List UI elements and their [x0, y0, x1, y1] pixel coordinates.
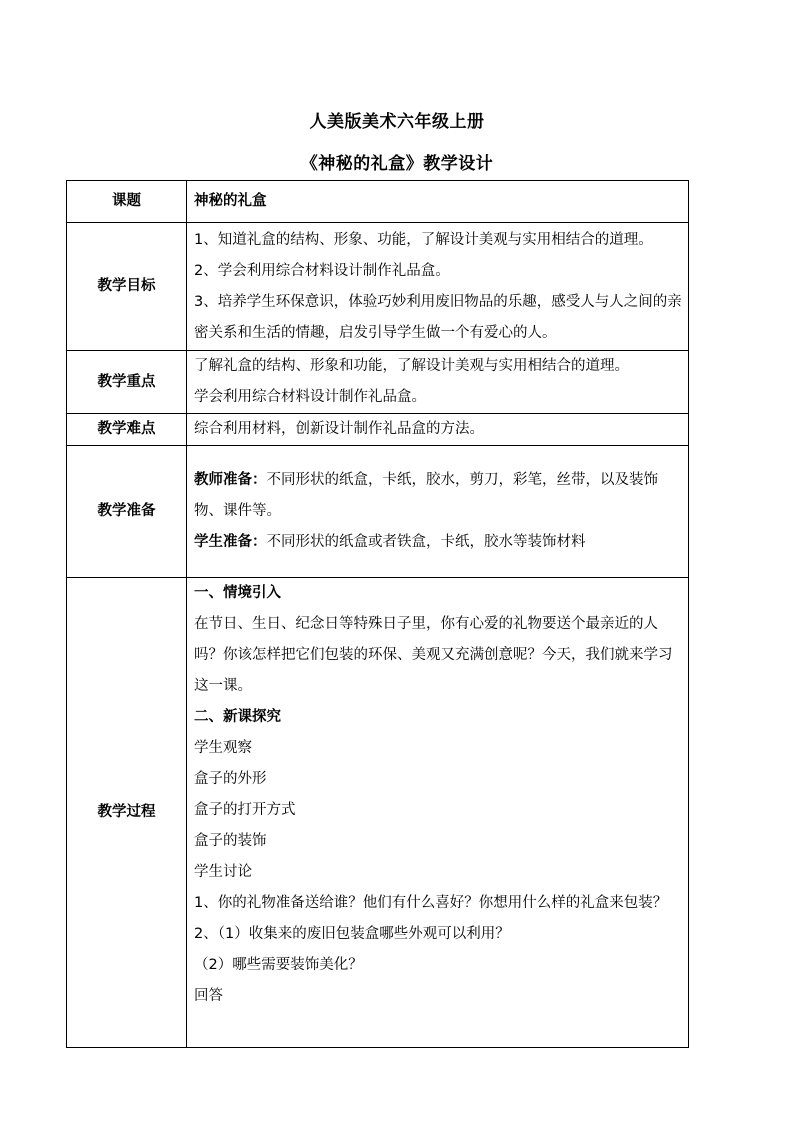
key-point-item: 学会利用综合材料设计制作礼品盒。: [194, 389, 426, 405]
key-point-item: 了解礼盒的结构、形象和功能，了解设计美观与实用相结合的道理。: [194, 358, 629, 374]
process-line: 盒子的外形: [194, 771, 267, 787]
process-line: 回答: [194, 988, 223, 1004]
process-line: 学生观察: [194, 740, 252, 756]
goal-item: 1、知道礼盒的结构、形象、功能，了解设计美观与实用相结合的道理。: [194, 231, 653, 248]
row-process: [67, 578, 689, 1048]
content-preparation: [187, 446, 689, 578]
row-difficulties: [67, 414, 689, 446]
goal-item: 3、培养学生环保意识，体验巧妙利用废旧物品的乐趣，感受人与人之间的亲密关系和生活的情趣，启发引导学生做一个有爱心的人。: [194, 293, 682, 341]
student-preparation-text: 不同形状的纸盒或者铁盒，卡纸，胶水等装饰材料: [266, 534, 586, 550]
process-line: 1、你的礼物准备送给谁？他们有什么喜好？你想用什么样的礼盒来包装？: [194, 895, 668, 911]
teacher-preparation-text: 不同形状的纸盒，卡纸，胶水，剪刀，彩笔，丝带，以及装饰物、课件等。: [194, 472, 658, 519]
process-line: 盒子的装饰: [194, 833, 267, 849]
row-topic: [67, 181, 689, 223]
label-goals: 教学目标: [67, 223, 187, 351]
content-process: [187, 578, 689, 1048]
process-intro-text: 在节日、生日、纪念日等特殊日子里，你有心爱的礼物要送个最亲近的人吗？你该怎样把它们包装的环保、美观又充满创意呢？今天，我们就来学习这一课。: [194, 616, 673, 694]
lesson-plan-table: [66, 180, 689, 1048]
row-goals: [67, 223, 689, 351]
document-title: 人美版美术六年级上册: [309, 112, 485, 132]
process-line: 盒子的打开方式: [194, 802, 296, 818]
content-topic: 神秘的礼盒: [187, 181, 689, 223]
label-key-points: 教学重点: [67, 351, 187, 414]
student-preparation: [194, 527, 682, 558]
label-preparation: 教学准备: [67, 446, 187, 578]
student-preparation-label: 学生准备：: [194, 534, 267, 550]
teacher-preparation-label: 教师准备：: [194, 472, 267, 488]
row-key-points: [67, 351, 689, 414]
content-key-points: [187, 351, 689, 414]
process-line: （2）哪些需要装饰美化？: [194, 957, 363, 973]
process-section-title: 二、新课探究: [194, 709, 281, 725]
content-goals: [187, 223, 689, 351]
goal-item: 2、学会利用综合材料设计制作礼品盒。: [194, 262, 450, 279]
content-difficulties: 综合利用材料，创新设计制作礼品盒的方法。: [187, 414, 689, 446]
label-topic: 课题: [67, 181, 187, 223]
teacher-preparation: [194, 465, 682, 527]
label-process: 教学过程: [67, 578, 187, 1048]
process-line: 学生讨论: [194, 864, 252, 880]
document-subtitle: 《神秘的礼盒》教学设计: [300, 154, 494, 174]
process-line: 2、（1）收集来的废旧包装盒哪些外观可以利用？: [194, 926, 510, 942]
row-preparation: [67, 446, 689, 578]
process-section-title: 一、情境引入: [194, 585, 281, 601]
label-difficulties: 教学难点: [67, 414, 187, 446]
